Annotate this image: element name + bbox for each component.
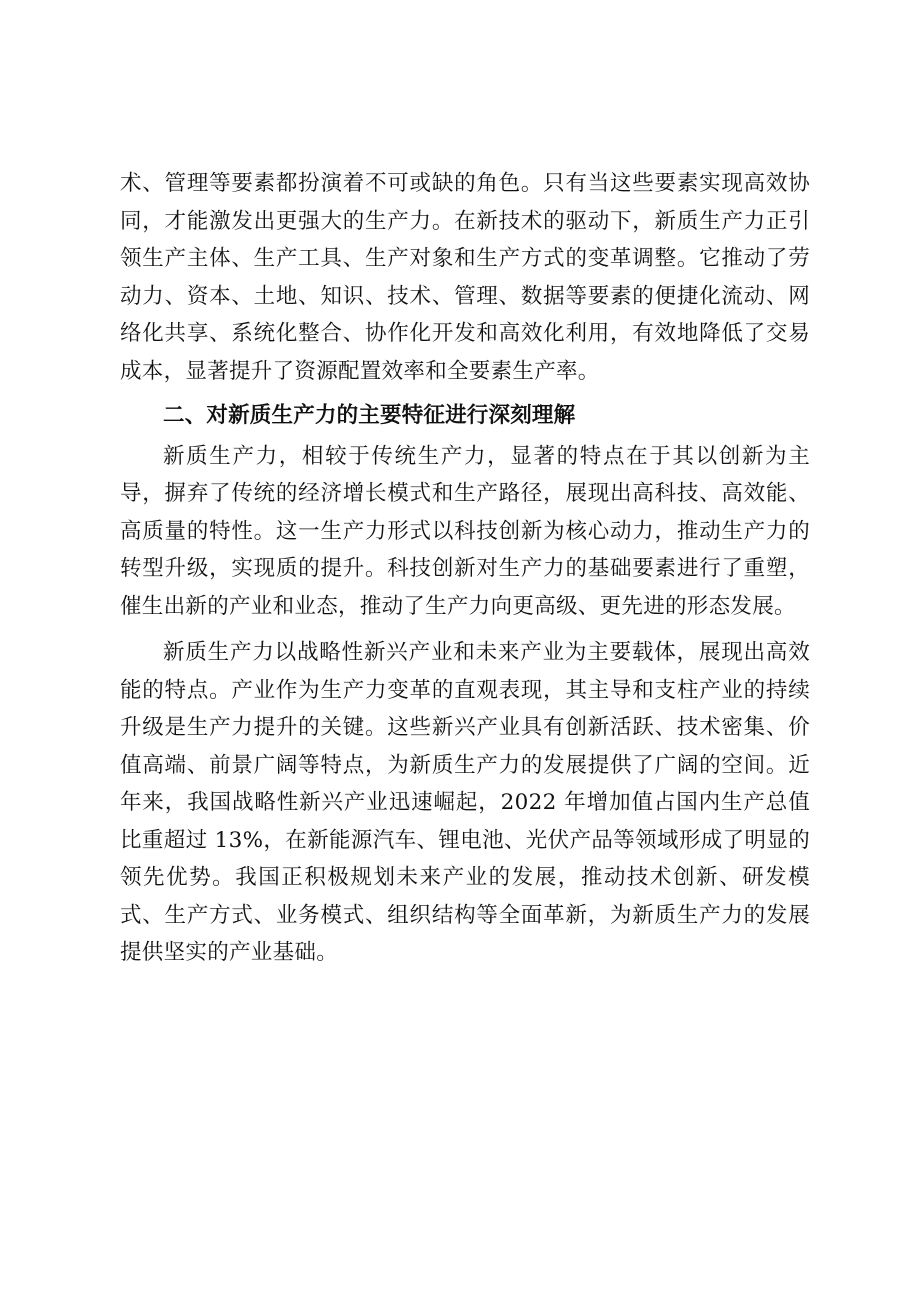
body-paragraph: 新质生产力以战略性新兴产业和未来产业为主要载体，展现出高效能的特点。产业作为生产力变革的直观表现，其主导和支柱产业的持续升级是生产力提升的关键。这些新兴产业具有创新活跃、技术密集、价值高端、前景广阔等特点，为新质生产力的发展提供了广阔的空间。近年来，我国战略性新兴产业迅速崛起，2022 年增加值占国内生产总值比重超过 13%，在新能源汽车、锂电池、光伏产品等领域形成了明显的领先优势。我国正积极规划未来产业的发展，推动技术创新、研发模式、生产方式、业务模式、组织结构等全面革新，为新质生产力的发展提供坚实的产业基础。 [120,640,810,965]
paragraph-gap [120,625,810,634]
body-paragraph-continued: 术、管理等要素都扮演着不可或缺的角色。只有当这些要素实现高效协同，才能激发出更强大的生产力。在新技术的驱动下，新质生产力正引领生产主体、生产工具、生产对象和生产方式的变革调整。它推动了劳动力、资本、土地、知识、技术、管理、数据等要素的便捷化流动、网络化共享、系统化整合、协作化开发和高效化利用，有效地降低了交易成本，显著提升了资源配置效率和全要素生产率。 [120,171,810,384]
document-body [120,165,810,972]
section-heading: 二、对新质生产力的主要特征进行深刻理解 [163,403,576,428]
body-paragraph: 新质生产力，相较于传统生产力，显著的特点在于其以创新为主导，摒弃了传统的经济增长模式和生产路径，展现出高科技、高效能、高质量的特性。这一生产力形式以科技创新为核心动力，推动生产力的转型升级，实现质的提升。科技创新对生产力的基础要素进行了重塑，催生出新的产业和业态，推动了生产力向更高级、更先进的形态发展。 [120,443,810,619]
